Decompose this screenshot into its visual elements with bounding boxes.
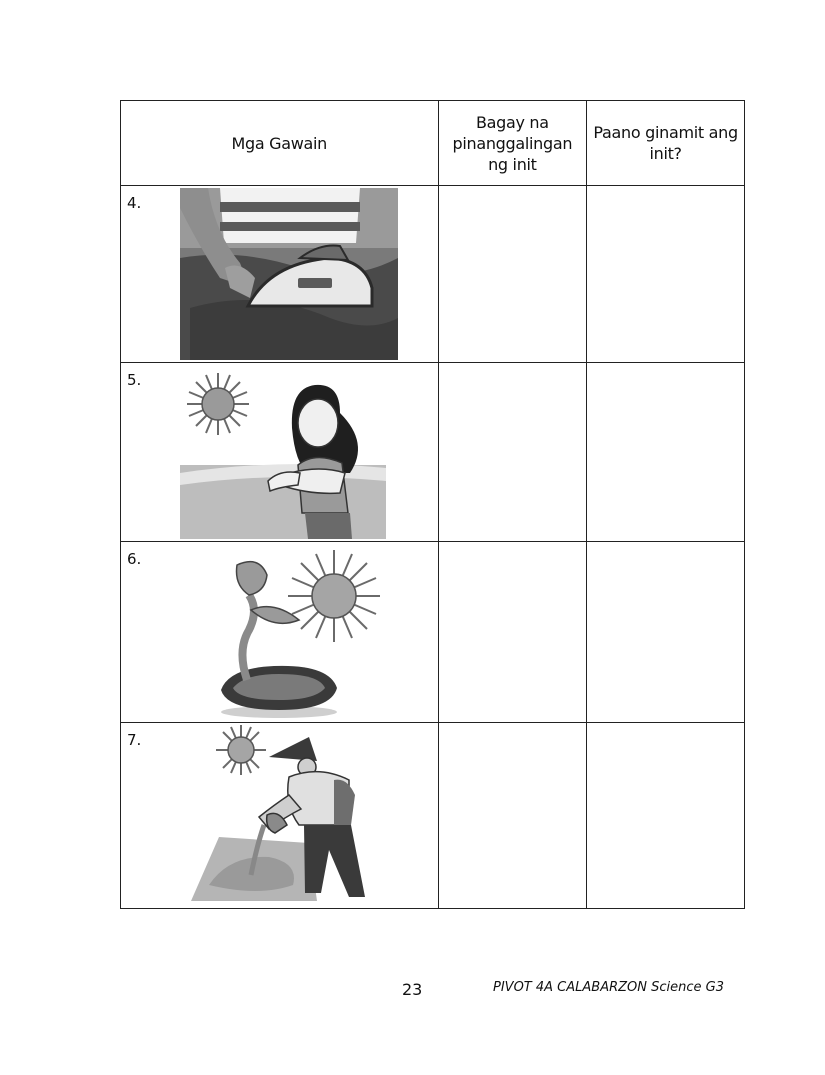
heat-use-answer-cell[interactable] (587, 542, 745, 723)
table-row (121, 363, 745, 542)
heat-source-answer-cell[interactable] (438, 723, 587, 909)
header-row (121, 101, 745, 186)
page-number: 23 (402, 980, 423, 999)
heat-source-answer-cell[interactable] (438, 186, 587, 363)
row-number: 7. (127, 731, 142, 749)
mother-with-baby-under-sun-illustration (180, 373, 386, 539)
seedling-under-sun-illustration (219, 550, 381, 720)
activity-cell (121, 363, 439, 542)
heat-use-answer-cell[interactable] (587, 723, 745, 909)
heat-source-answer-cell[interactable] (438, 542, 587, 723)
sun-icon (187, 373, 249, 435)
ironing-clothes-illustration (180, 188, 398, 360)
activity-cell (121, 542, 439, 723)
sun-icon (216, 725, 266, 775)
sun-icon (288, 550, 380, 642)
header-heat-source: Bagay na pinanggalingan ng init (438, 101, 587, 186)
publication-title: PIVOT 4A CALABARZON Science G3 (493, 980, 724, 995)
table-row (121, 723, 745, 909)
header-activities: Mga Gawain (121, 101, 439, 186)
row-number: 4. (127, 194, 142, 212)
table-row (121, 186, 745, 363)
heat-use-answer-cell[interactable] (587, 363, 745, 542)
activity-table (120, 100, 745, 909)
heat-use-answer-cell[interactable] (587, 186, 745, 363)
heat-source-answer-cell[interactable] (438, 363, 587, 542)
row-number: 5. (127, 371, 142, 389)
farmer-drying-grain-under-sun-illustration (189, 725, 385, 905)
table-row (121, 542, 745, 723)
activity-cell (121, 723, 439, 909)
header-heat-use: Paano ginamit ang init? (587, 101, 745, 186)
row-number: 6. (127, 550, 142, 568)
activity-cell (121, 186, 439, 363)
